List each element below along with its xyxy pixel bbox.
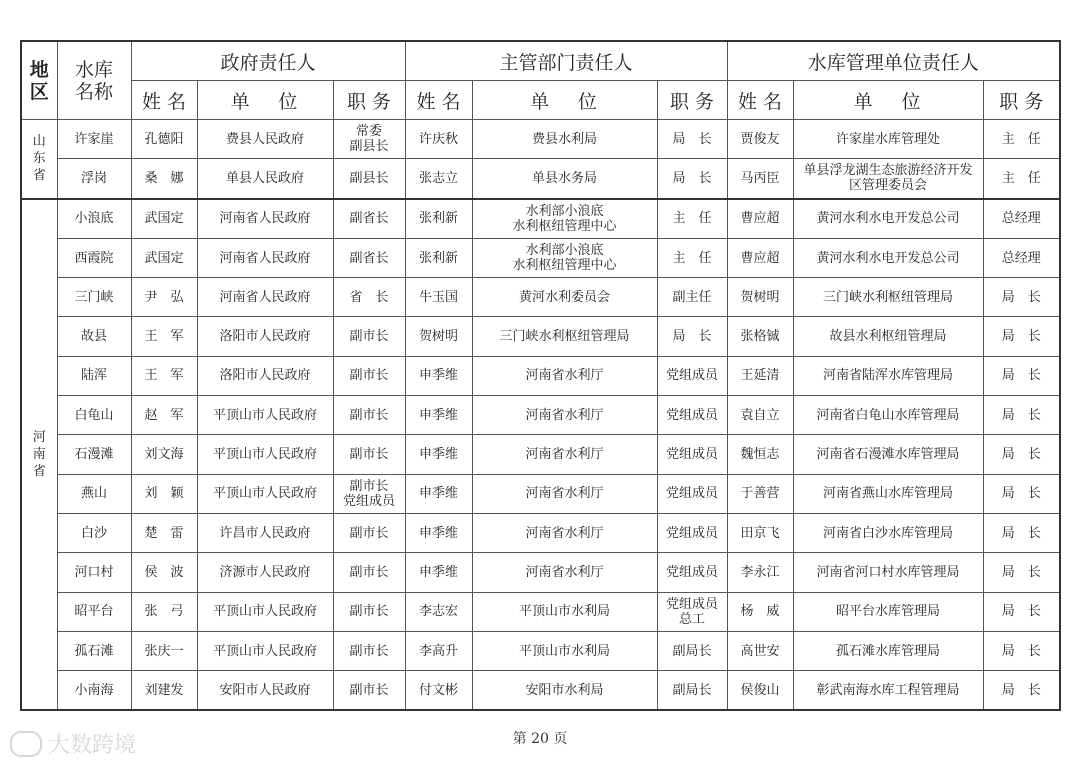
mgmt-person-name: 曹应超 [727, 199, 793, 239]
gov-position-line: 副市长 [349, 604, 389, 620]
gov-position-line: 副省长 [349, 250, 389, 266]
dept-position-line: 党组成员 [666, 368, 719, 384]
mgmt-person-name: 于善营 [727, 474, 793, 513]
gov-person-name: 王 军 [131, 317, 197, 356]
gov-position [333, 474, 405, 513]
dept-unit [472, 396, 657, 435]
gov-person-name: 张 弓 [131, 592, 197, 631]
mgmt-unit-line: 三门峡水利枢纽管理局 [823, 289, 954, 305]
mgmt-unit [793, 435, 983, 474]
dept-unit [472, 278, 657, 317]
gov-position-line: 副市长 [349, 407, 389, 423]
region-name: 山东省 [32, 134, 46, 184]
mgmt-unit-line: 河南省河口村水库管理局 [816, 564, 960, 580]
table-row [21, 396, 1060, 435]
dept-position [657, 159, 727, 199]
gov-unit: 洛阳市人民政府 [197, 317, 333, 356]
dept-unit [472, 199, 657, 239]
dept-person-name: 申季维 [405, 435, 472, 474]
gov-unit: 河南省人民政府 [197, 238, 333, 277]
gov-position [333, 592, 405, 631]
mgmt-unit-line: 河南省白沙水库管理局 [823, 525, 954, 541]
gov-unit: 许昌市人民政府 [197, 513, 333, 552]
dept-unit-line: 黄河水利委员会 [519, 289, 611, 305]
gov-position [333, 631, 405, 670]
dept-position [657, 631, 727, 670]
header-gov-responsible: 政府责任人 [131, 41, 405, 81]
gov-person-name: 刘 颖 [131, 474, 197, 513]
gov-unit: 费县人民政府 [197, 120, 333, 159]
gov-position-line: 党组成员 [343, 493, 396, 509]
watermark [10, 728, 136, 759]
gov-unit: 河南省人民政府 [197, 278, 333, 317]
gov-position [333, 513, 405, 552]
dept-unit [472, 317, 657, 356]
mgmt-unit [793, 317, 983, 356]
dept-unit-line: 三门峡水利枢纽管理局 [499, 329, 630, 345]
mgmt-unit [793, 631, 983, 670]
watermark-text: 大数跨境 [48, 733, 137, 758]
dept-unit-line: 河南省水利厅 [525, 525, 604, 541]
dept-position [657, 238, 727, 277]
gov-position [333, 671, 405, 711]
gov-position-line: 副县长 [349, 139, 389, 155]
dept-unit-line: 单县水务局 [532, 170, 598, 186]
gov-position [333, 396, 405, 435]
dept-position [657, 199, 727, 239]
table-row [21, 120, 1060, 159]
dept-unit [472, 474, 657, 513]
mgmt-position: 局 长 [983, 278, 1060, 317]
dept-unit [472, 553, 657, 592]
gov-person-name: 武国定 [131, 199, 197, 239]
dept-position [657, 317, 727, 356]
gov-person-name: 尹 弘 [131, 278, 197, 317]
dept-position-line: 总工 [679, 611, 706, 627]
dept-person-name: 申季维 [405, 553, 472, 592]
mgmt-person-name: 袁自立 [727, 396, 793, 435]
dept-position-line: 局 长 [672, 329, 712, 345]
mgmt-person-name: 田京飞 [727, 513, 793, 552]
header-reservoir-name: 水库名称 [57, 41, 131, 120]
dept-position [657, 120, 727, 159]
reservoir-name: 河口村 [57, 553, 131, 592]
dept-position-line: 主 任 [672, 211, 712, 227]
mgmt-unit [793, 396, 983, 435]
mgmt-person-name: 杨 威 [727, 592, 793, 631]
dept-position-line: 党组成员 [666, 525, 719, 541]
dept-unit-line: 河南省水利厅 [525, 368, 604, 384]
dept-person-name: 贺树明 [405, 317, 472, 356]
gov-unit: 洛阳市人民政府 [197, 356, 333, 395]
mgmt-position: 局 长 [983, 474, 1060, 513]
gov-person-name: 王 军 [131, 356, 197, 395]
gov-position [333, 238, 405, 277]
gov-unit: 平顶山市人民政府 [197, 435, 333, 474]
gov-position-line: 副市长 [349, 564, 389, 580]
gov-position [333, 278, 405, 317]
gov-position [333, 435, 405, 474]
page-number: 第 20 页 [512, 731, 568, 747]
dept-unit-line: 水利枢纽管理中心 [512, 218, 617, 234]
subheader-dept-unit: 单 位 [472, 81, 657, 120]
dept-position-line: 副局长 [672, 643, 712, 659]
gov-person-name: 张庆一 [131, 631, 197, 670]
dept-position-line: 党组成员 [666, 596, 719, 612]
gov-unit: 单县人民政府 [197, 159, 333, 199]
mgmt-person-name: 张格铖 [727, 317, 793, 356]
dept-position [657, 671, 727, 711]
watermark-logo-icon [10, 731, 42, 757]
gov-unit: 安阳市人民政府 [197, 671, 333, 711]
table-row [21, 317, 1060, 356]
mgmt-unit [793, 159, 983, 199]
mgmt-unit-line: 河南省石漫滩水库管理局 [816, 447, 960, 463]
mgmt-unit-line: 单县浮龙湖生态旅游经济开发 [803, 163, 973, 179]
reservoir-name: 陆浑 [57, 356, 131, 395]
mgmt-position: 局 长 [983, 435, 1060, 474]
mgmt-unit-line: 河南省白龟山水库管理局 [816, 407, 960, 423]
gov-unit: 平顶山市人民政府 [197, 592, 333, 631]
mgmt-unit-line: 黄河水利水电开发总公司 [816, 250, 960, 266]
mgmt-unit [793, 553, 983, 592]
gov-position [333, 553, 405, 592]
dept-unit-line: 平顶山市水利局 [519, 604, 611, 620]
mgmt-position: 总经理 [983, 238, 1060, 277]
dept-unit [472, 631, 657, 670]
dept-unit [472, 592, 657, 631]
mgmt-unit-line: 许家崖水库管理处 [836, 131, 941, 147]
dept-position-line: 党组成员 [666, 486, 719, 502]
reservoir-name: 三门峡 [57, 278, 131, 317]
mgmt-position: 局 长 [983, 592, 1060, 631]
dept-unit-line: 水利部小浪底 [525, 243, 604, 259]
header-mgmt-responsible: 水库管理单位责任人 [727, 41, 1060, 81]
mgmt-unit [793, 120, 983, 159]
dept-unit-line: 水利部小浪底 [525, 203, 604, 219]
mgmt-person-name: 魏恒志 [727, 435, 793, 474]
reservoir-name: 西霞院 [57, 238, 131, 277]
subheader-dept-name: 姓 名 [405, 81, 472, 120]
table-row [21, 592, 1060, 631]
subheader-mgmt-position: 职 务 [983, 81, 1060, 120]
dept-person-name: 张利新 [405, 199, 472, 239]
dept-position [657, 553, 727, 592]
dept-person-name: 申季维 [405, 474, 472, 513]
dept-position-line: 主 任 [672, 250, 712, 266]
reservoir-name: 小浪底 [57, 199, 131, 239]
subheader-dept-position: 职 务 [657, 81, 727, 120]
gov-person-name: 武国定 [131, 238, 197, 277]
dept-unit [472, 671, 657, 711]
table-row [21, 513, 1060, 552]
dept-person-name: 张志立 [405, 159, 472, 199]
dept-person-name: 李高升 [405, 631, 472, 670]
mgmt-unit [793, 474, 983, 513]
dept-unit-line: 河南省水利厅 [525, 564, 604, 580]
gov-position [333, 159, 405, 199]
gov-person-name: 刘文海 [131, 435, 197, 474]
mgmt-unit-line: 河南省燕山水库管理局 [823, 486, 954, 502]
dept-person-name: 付文彬 [405, 671, 472, 711]
dept-position [657, 435, 727, 474]
mgmt-position: 局 长 [983, 396, 1060, 435]
gov-person-name: 桑 娜 [131, 159, 197, 199]
gov-position [333, 120, 405, 159]
gov-position-line: 省 长 [349, 289, 389, 305]
subheader-mgmt-name: 姓 名 [727, 81, 793, 120]
mgmt-unit [793, 671, 983, 711]
dept-person-name: 申季维 [405, 513, 472, 552]
dept-person-name: 申季维 [405, 396, 472, 435]
mgmt-position: 局 长 [983, 631, 1060, 670]
dept-unit [472, 435, 657, 474]
mgmt-unit-line: 彰武南海水库工程管理局 [816, 682, 960, 698]
dept-position-line: 党组成员 [666, 447, 719, 463]
dept-position [657, 474, 727, 513]
gov-unit: 平顶山市人民政府 [197, 631, 333, 670]
mgmt-position: 主 任 [983, 120, 1060, 159]
mgmt-unit [793, 238, 983, 277]
mgmt-unit-line: 孤石滩水库管理局 [836, 643, 941, 659]
responsibility-table-container [20, 40, 1059, 711]
gov-unit: 平顶山市人民政府 [197, 474, 333, 513]
mgmt-unit [793, 278, 983, 317]
mgmt-unit [793, 356, 983, 395]
dept-position [657, 513, 727, 552]
region-name: 河南省 [32, 430, 46, 480]
table-row [21, 435, 1060, 474]
dept-position-line: 局 长 [672, 170, 712, 186]
gov-position [333, 317, 405, 356]
table-row [21, 553, 1060, 592]
mgmt-position: 局 长 [983, 317, 1060, 356]
mgmt-person-name: 贺树明 [727, 278, 793, 317]
dept-unit [472, 159, 657, 199]
subheader-gov-position: 职 务 [333, 81, 405, 120]
region-cell [21, 199, 57, 711]
gov-person-name: 刘建发 [131, 671, 197, 711]
reservoir-name: 白龟山 [57, 396, 131, 435]
gov-position-line: 副市长 [349, 368, 389, 384]
reservoir-name: 浮岗 [57, 159, 131, 199]
gov-position-line: 副市长 [349, 478, 389, 494]
mgmt-position: 主 任 [983, 159, 1060, 199]
mgmt-unit [793, 592, 983, 631]
mgmt-person-name: 曹应超 [727, 238, 793, 277]
mgmt-position: 局 长 [983, 671, 1060, 711]
mgmt-person-name: 李永江 [727, 553, 793, 592]
gov-person-name: 孔德阳 [131, 120, 197, 159]
reservoir-name: 昭平台 [57, 592, 131, 631]
dept-position-line: 副主任 [672, 289, 712, 305]
mgmt-position: 局 长 [983, 356, 1060, 395]
dept-person-name: 许庆秋 [405, 120, 472, 159]
table-row [21, 159, 1060, 199]
subheader-gov-unit: 单 位 [197, 81, 333, 120]
mgmt-position: 局 长 [983, 513, 1060, 552]
mgmt-unit-line: 区管理委员会 [849, 178, 928, 194]
dept-unit-line: 安阳市水利局 [525, 682, 604, 698]
subheader-mgmt-unit: 单 位 [793, 81, 983, 120]
dept-position [657, 396, 727, 435]
table-row [21, 631, 1060, 670]
dept-position-line: 副局长 [672, 682, 712, 698]
mgmt-unit [793, 513, 983, 552]
dept-position [657, 356, 727, 395]
dept-unit-line: 河南省水利厅 [525, 486, 604, 502]
gov-position-line: 副县长 [349, 170, 389, 186]
dept-position [657, 592, 727, 631]
gov-unit: 河南省人民政府 [197, 199, 333, 239]
reservoir-name: 白沙 [57, 513, 131, 552]
table-row [21, 356, 1060, 395]
reservoir-name: 石漫滩 [57, 435, 131, 474]
gov-position-line: 副市长 [349, 643, 389, 659]
mgmt-unit-line: 昭平台水库管理局 [836, 604, 941, 620]
mgmt-person-name: 马丙臣 [727, 159, 793, 199]
table-body [21, 120, 1060, 711]
reservoir-name: 燕山 [57, 474, 131, 513]
reservoir-responsibility-table [20, 40, 1061, 711]
table-row [21, 199, 1060, 239]
region-cell [21, 120, 57, 199]
mgmt-unit-line: 河南省陆浑水库管理局 [823, 368, 954, 384]
reservoir-name: 孤石滩 [57, 631, 131, 670]
subheader-gov-name: 姓 名 [131, 81, 197, 120]
dept-unit [472, 356, 657, 395]
dept-unit-line: 河南省水利厅 [525, 447, 604, 463]
header-dept-responsible: 主管部门责任人 [405, 41, 727, 81]
table-row [21, 238, 1060, 277]
mgmt-person-name: 高世安 [727, 631, 793, 670]
mgmt-position: 局 长 [983, 553, 1060, 592]
reservoir-name: 故县 [57, 317, 131, 356]
mgmt-unit-line: 故县水利枢纽管理局 [829, 329, 947, 345]
mgmt-person-name: 王延清 [727, 356, 793, 395]
dept-position-line: 党组成员 [666, 564, 719, 580]
mgmt-position: 总经理 [983, 199, 1060, 239]
table-row [21, 474, 1060, 513]
table-row [21, 671, 1060, 711]
gov-unit: 平顶山市人民政府 [197, 396, 333, 435]
dept-unit-line: 费县水利局 [532, 131, 598, 147]
gov-person-name: 侯 波 [131, 553, 197, 592]
gov-position-line: 副市长 [349, 447, 389, 463]
mgmt-person-name: 贾俊友 [727, 120, 793, 159]
gov-person-name: 楚 雷 [131, 513, 197, 552]
dept-person-name: 申季维 [405, 356, 472, 395]
dept-person-name: 牛玉国 [405, 278, 472, 317]
gov-position-line: 副省长 [349, 211, 389, 227]
gov-unit: 济源市人民政府 [197, 553, 333, 592]
dept-person-name: 李志宏 [405, 592, 472, 631]
gov-position [333, 356, 405, 395]
dept-position-line: 局 长 [672, 131, 712, 147]
header-region: 地区 [21, 41, 57, 120]
reservoir-name: 许家崖 [57, 120, 131, 159]
gov-position-line: 副市长 [349, 525, 389, 541]
dept-unit [472, 238, 657, 277]
mgmt-person-name: 侯俊山 [727, 671, 793, 711]
dept-unit [472, 513, 657, 552]
mgmt-unit [793, 199, 983, 239]
mgmt-unit-line: 黄河水利水电开发总公司 [816, 211, 960, 227]
gov-person-name: 赵 军 [131, 396, 197, 435]
dept-unit-line: 河南省水利厅 [525, 407, 604, 423]
gov-position-line: 常委 [356, 124, 383, 140]
gov-position-line: 副市长 [349, 682, 389, 698]
gov-position [333, 199, 405, 239]
dept-position [657, 278, 727, 317]
table-row [21, 278, 1060, 317]
dept-person-name: 张利新 [405, 238, 472, 277]
reservoir-name: 小南海 [57, 671, 131, 711]
gov-position-line: 副市长 [349, 329, 389, 345]
dept-unit-line: 水利枢纽管理中心 [512, 258, 617, 274]
dept-unit-line: 平顶山市水利局 [519, 643, 611, 659]
dept-position-line: 党组成员 [666, 407, 719, 423]
dept-unit [472, 120, 657, 159]
